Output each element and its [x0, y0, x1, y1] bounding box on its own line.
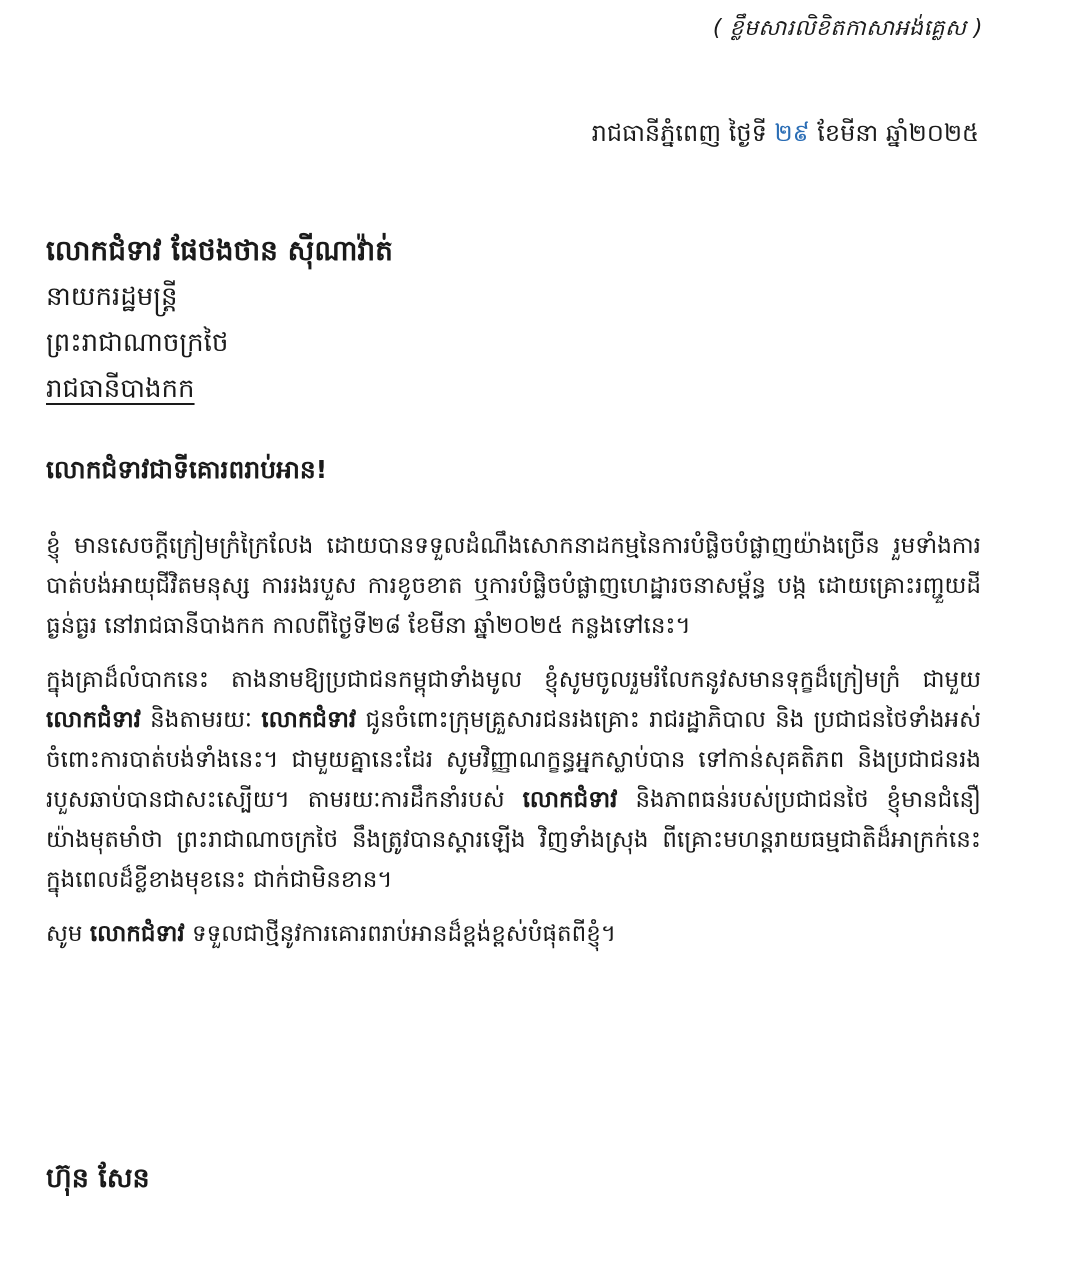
honorific-1: លោកជំទាវ — [46, 707, 141, 733]
dateline-prefix: រាជធានីភ្នំពេញ ថ្ងៃទី — [591, 119, 767, 147]
honorific-2: លោកជំទាវ — [261, 707, 357, 733]
recipient-country: ព្រះរាជាណាចក្រថៃ — [46, 328, 229, 358]
paragraph-3 — [46, 914, 981, 954]
paragraph-2-part-a: ក្នុងគ្រាដ៏លំបាកនេះ តាងនាមឱ្យប្រជាជនកម្ពុជាទាំងមូល ខ្ញុំសូមចូលរួមរំលែកនូវសមានទុក្ខដ៏ក្រៀមក្រំ ជាមួយ — [46, 667, 981, 693]
recipient-name: លោកជំទាវ ផែថងថាន ស៊ីណាវ៉ាត់ — [46, 234, 393, 267]
translation-note: ( ខ្លឹមសារលិខិតកាសាអង់គ្លេស ) — [712, 16, 983, 41]
paragraph-3-part-a: សូម — [46, 921, 83, 947]
paragraph-2 — [46, 660, 981, 900]
dateline — [592, 118, 979, 153]
signature-name: ហ៊ុន សែន — [46, 1163, 150, 1194]
honorific-3: លោកជំទាវ — [522, 787, 618, 813]
paragraph-2-part-d: និងភាពធន់របស់ប្រជាជនថៃ ខ្ញុំមានជំនឿយ៉ាងមុតមាំថា ព្រះរាជាណាចក្រថៃ នឹងត្រូវបានស្តារឡើង វិញទាំងស្រុង ពីគ្រោះមហន្តរាយធម្មជាតិដ៏អាក្រក់នេះ ក្នុងពេលដ៏ខ្លីខាងមុខនេះ ជាក់ជាមិនខាន។ — [46, 787, 981, 893]
dateline-day: ២៩ — [774, 119, 810, 147]
letter-body — [46, 526, 981, 968]
dateline-suffix: ខែមីនា ឆ្នាំ២០២៥ — [817, 119, 979, 147]
paragraph-2-part-b: និងតាមរយៈ — [150, 707, 253, 733]
salutation: លោកជំទាវជាទីគោរពរាប់អាន! — [46, 455, 328, 484]
paragraph-3-part-b: ទទួលជាថ្មីនូវការគោរពរាប់អានដ៏ខ្ពង់ខ្ពស់បំផុតពីខ្ញុំ។ — [192, 921, 616, 947]
recipient-city: រាជធានីបាងកក — [46, 374, 195, 404]
paragraph-1: ខ្ញុំ មានសេចក្ដីក្រៀមក្រំក្រៃលែង ដោយបានទទួលដំណឹងសោកនាដកម្មនៃការបំផ្លិចបំផ្លាញយ៉ាងច្រើន រួមទាំងការបាត់បង់អាយុជីវិតមនុស្ស ការរងរបួស ការខូចខាត ឬការបំផ្លិចបំផ្លាញហេដ្ឋារចនាសម្ព័ន្ធ បង្ក ដោយគ្រោះរញ្ជួយដីធ្ងន់ធ្ងរ នៅរាជធានីបាងកក កាលពីថ្ងៃទី២៨ ខែមីនា ឆ្នាំ២០២៥ កន្លងទៅនេះ។ — [46, 533, 981, 639]
recipient-title: នាយករដ្ឋមន្ត្រី — [46, 282, 178, 312]
recipient-block — [46, 228, 746, 412]
paragraph-2-part-c: ជូនចំពោះក្រុមគ្រួសារជនរងគ្រោះ រាជរដ្ឋាភិបាល និង ប្រជាជនថៃទាំងអស់ ចំពោះការបាត់បង់ទាំងនេះ។ ជាមួយគ្នានេះដែរ សូមវិញ្ញាណក្ខន្ធអ្នកស្លាប់បាន ទៅកាន់សុគតិភព និងប្រជាជនរងរបួសឆាប់បានជាសះស្បើយ។ តាមរយៈការដឹកនាំរបស់ — [46, 707, 982, 813]
honorific-4: លោកជំទាវ — [89, 921, 185, 947]
